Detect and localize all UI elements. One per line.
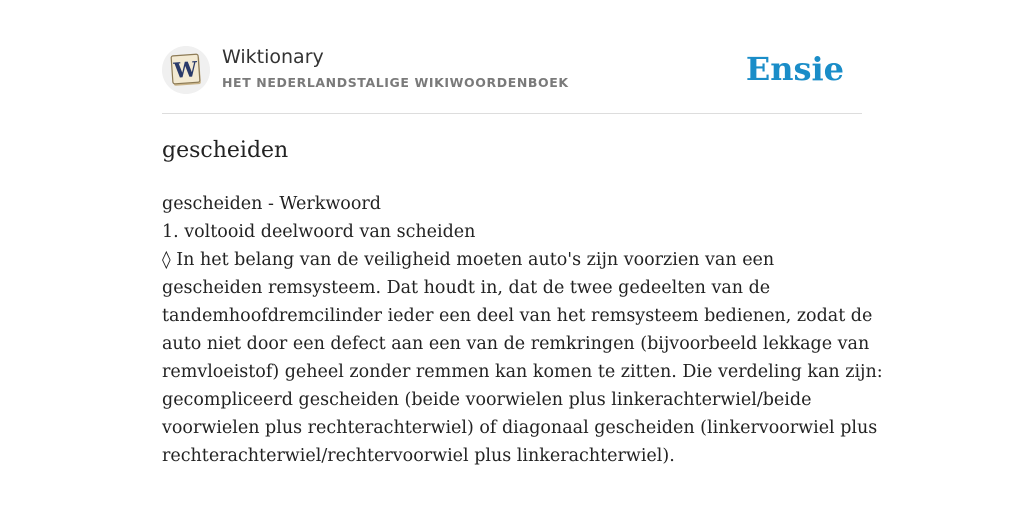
definition-line: 1. voltooid deelwoord van scheiden xyxy=(162,222,476,242)
example-line: gecompliceerd gescheiden (beide voorwielen plus linkerachterwiel/beide xyxy=(162,390,812,410)
example-line: tandemhoofdremcilinder ieder een deel van het remsysteem bedienen, zodat de xyxy=(162,306,873,326)
entry-body xyxy=(162,190,883,470)
part-of-speech-line: gescheiden - Werkwoord xyxy=(162,194,381,214)
site-tagline: HET NEDERLANDSTALIGE WIKIWOORDENBOEK xyxy=(222,75,569,90)
example-line: rechterachterwiel/rechtervoorwiel plus linkerachterwiel). xyxy=(162,446,675,466)
entry-title: gescheiden xyxy=(162,138,289,163)
header-divider xyxy=(162,113,862,114)
wiktionary-logo-icon[interactable] xyxy=(162,46,210,94)
site-name[interactable]: Wiktionary xyxy=(222,46,324,68)
example-line: ◊ In het belang van de veiligheid moeten auto's zijn voorzien van een xyxy=(162,250,775,270)
site-header xyxy=(162,44,862,100)
ensie-brand-link[interactable]: Ensie xyxy=(745,50,844,88)
example-line: remvloeistof) geheel zonder remmen kan komen te zitten. Die verdeling kan zijn: xyxy=(162,362,883,382)
logo-letter: W xyxy=(172,56,199,83)
example-line: auto niet door een defect aan een van de remkringen (bijvoorbeeld lekkage van xyxy=(162,334,870,354)
example-line: gescheiden remsysteem. Dat houdt in, dat de twee gedeelten van de xyxy=(162,278,771,298)
example-line: voorwielen plus rechterachterwiel) of diagonaal gescheiden (linkervoorwiel plus xyxy=(162,418,878,438)
